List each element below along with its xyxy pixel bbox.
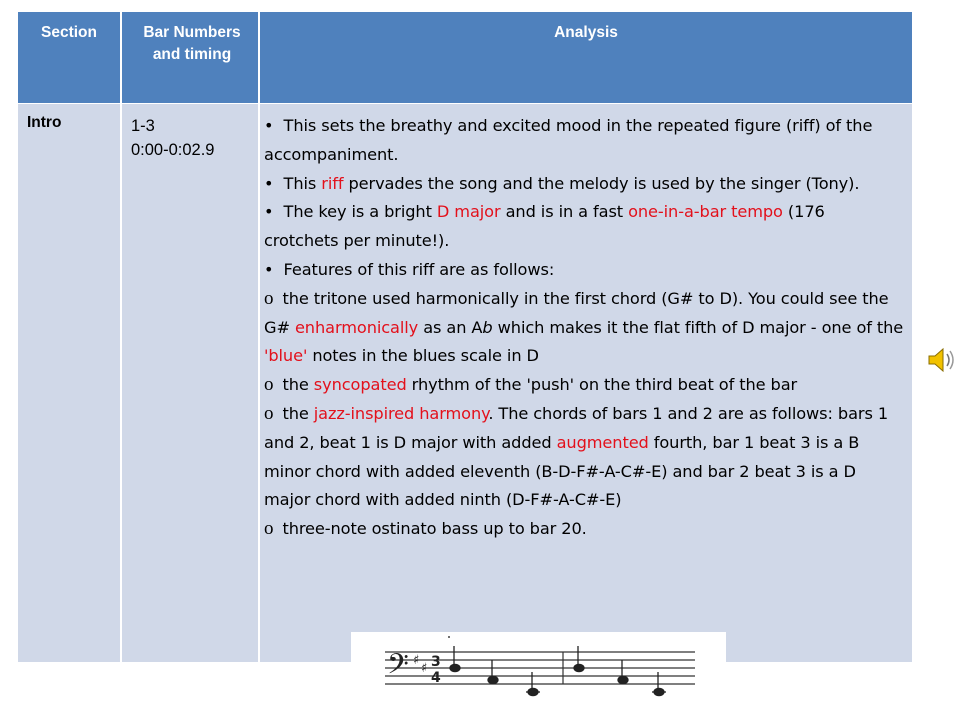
bullet: • — [264, 202, 274, 222]
header-bar-numbers-label: Bar Numbers and timing — [143, 24, 241, 63]
bass-clef-score-image — [351, 632, 726, 720]
analysis-text-italic: b — [482, 317, 493, 337]
highlight-term: one-in-a-bar tempo — [628, 202, 783, 222]
analysis-text: fourth, bar 1 beat 3 is a B minor chord with added eleventh (B-D-F#-A-C#-E) and bar 2 beat 3 is a D major chord with added ninth (D-F#-A-C#-E) — [264, 432, 860, 510]
analysis-text: and is in a fast — [500, 202, 629, 222]
time-sig-top: 3 — [431, 654, 441, 670]
sharp-sign-icon: ♯ — [421, 661, 428, 676]
time-sig-bottom: 4 — [431, 670, 441, 686]
analysis-text: rhythm of the 'push' on the third beat of the bar — [406, 375, 798, 395]
sharp-sign-icon: ♯ — [413, 653, 420, 668]
bullet: • — [264, 173, 274, 193]
analysis-text: The key is a bright — [283, 202, 437, 222]
bullet: • — [264, 259, 274, 279]
analysis-text: . The chords of bars 1 and 2 are as follows: bars 1 and 2, beat 1 is D major with added — [264, 403, 889, 452]
speaker-icon[interactable] — [926, 344, 958, 376]
analysis-paragraph — [264, 198, 904, 256]
analysis-text: the — [282, 375, 314, 395]
bars-value: 1-3 — [131, 117, 155, 135]
analysis-text: pervades the song and the melody is used by the singer (Tony). — [343, 173, 860, 193]
analysis-text: which makes it the flat fifth of D major - one of the — [492, 317, 904, 337]
analysis-text: This sets the breathy and excited mood in the repeated figure (riff) of the accompaniment. — [264, 116, 873, 164]
highlight-term: 'blue' — [264, 346, 308, 366]
header-section: Section — [18, 12, 120, 103]
highlight-term: jazz-inspired harmony — [313, 403, 489, 423]
analysis-subpoint — [264, 285, 904, 371]
analysis-text: three-note ostinato bass up to bar 20. — [282, 519, 587, 539]
sub-bullet: o — [264, 374, 274, 396]
analysis-paragraph — [264, 112, 904, 170]
timing-value: 0:00-0:02.9 — [131, 141, 215, 159]
bar-numbers-cell — [122, 104, 258, 662]
analysis-subpoint — [264, 515, 904, 544]
header-bar-numbers — [122, 12, 258, 103]
header-analysis: Analysis — [260, 12, 912, 103]
analysis-text: the — [282, 403, 314, 423]
analysis-text: the tritone used harmonically in the first chord (G# to D). You could see the G# — [264, 288, 889, 337]
highlight-term: riff — [321, 173, 344, 193]
analysis-text: as an A — [418, 317, 483, 337]
analysis-text: This — [283, 173, 322, 193]
analysis-text: (176 crotchets per minute!). — [264, 202, 825, 251]
analysis-table — [18, 12, 912, 662]
analysis-subpoint — [264, 400, 904, 515]
sub-bullet: o — [264, 402, 274, 424]
sub-bullet: o — [264, 518, 274, 540]
bass-clef-icon: 𝄢 — [387, 648, 409, 688]
analysis-text: notes in the blues scale in D — [307, 346, 539, 366]
section-cell: Intro — [18, 104, 120, 662]
score-svg — [351, 632, 726, 720]
highlight-term: D major — [436, 202, 501, 222]
highlight-term: augmented — [556, 432, 649, 452]
highlight-term: enharmonically — [294, 317, 419, 337]
analysis-cell — [260, 104, 912, 662]
analysis-subpoint — [264, 371, 904, 400]
analysis-text: Features of this riff are as follows: — [283, 259, 555, 279]
sub-bullet: o — [264, 287, 274, 309]
highlight-term: syncopated — [313, 375, 407, 395]
analysis-paragraph — [264, 170, 904, 199]
analysis-paragraph — [264, 256, 904, 285]
bullet: • — [264, 116, 274, 135]
